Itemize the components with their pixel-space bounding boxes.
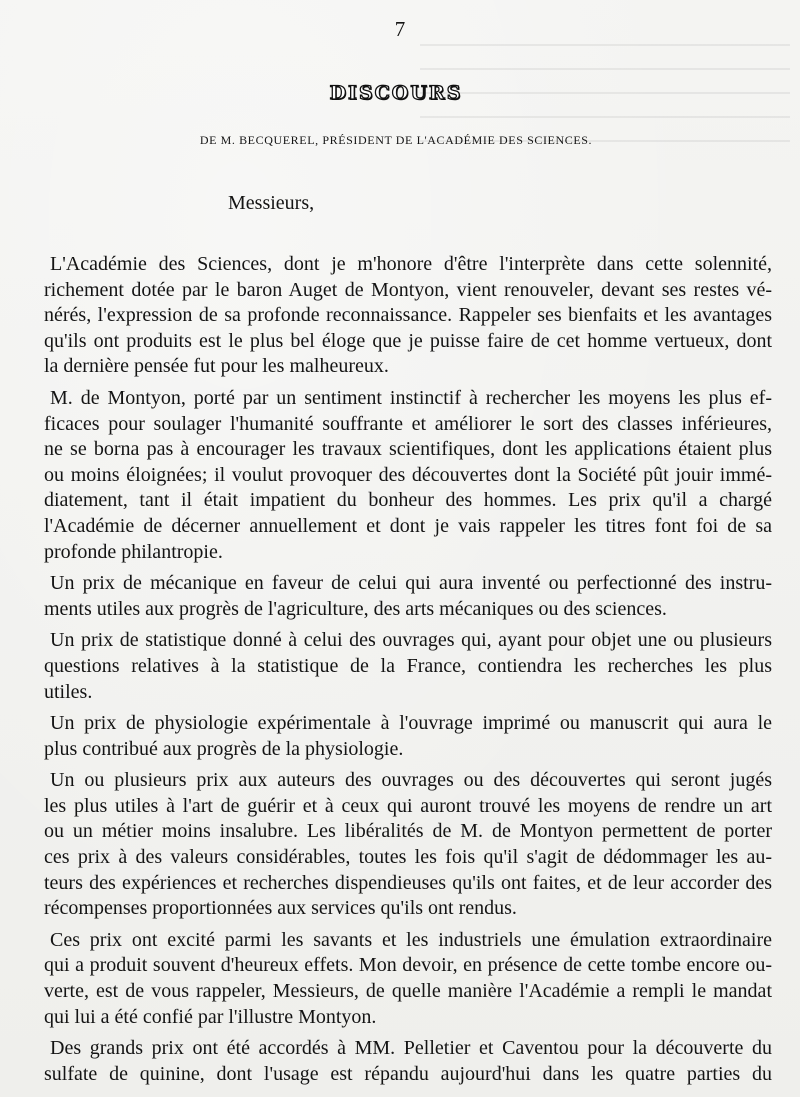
text-line: M. de Montyon, porté par un sentiment instinctif à rechercher les moyens les plus ef- [50,386,772,409]
text-line: Un prix de statistique donné à celui des ouvrages qui, ayant pour objet une ou plusieurs [50,629,772,652]
page-title: DISCOURS [329,82,463,104]
text-line: plus contribué aux progrès de la physiologie. [44,737,404,760]
text-line: ments utiles aux progrès de l'agriculture, des arts mécaniques ou des sciences. [44,597,667,620]
text-line: nérés, l'expression de sa profonde reconnaissance. Rappeler ses bienfaits et les avantages [44,304,772,327]
text-line: qui a produit souvent d'heureux effets. Mon devoir, en présence de cette tombe encore ou- [44,954,772,977]
paragraph [44,768,772,922]
text-line: ficaces pour soulager l'humanité souffrante et améliorer le sort des classes inférieures, [44,412,772,435]
text-line: récompenses proportionnées aux services qu'ils ont rendus. [44,897,517,920]
text-line: utiles. [44,680,93,703]
text-line: profonde philantropie. [44,540,223,563]
text-line: Ces prix ont excité parmi les savants et les industriels une émulation extraordinaire [50,928,772,951]
paragraph [44,571,772,622]
paragraph [44,386,772,565]
text-line: sulfate de quinine, dont l'usage est répandu aujourd'hui dans les quatre parties du [44,1062,772,1085]
paragraph [44,928,772,1030]
text-line: Un ou plusieurs prix aux auteurs des ouvrages ou des découvertes qui seront jugés [50,769,772,792]
text-line: les plus utiles à l'art de guérir et à ceux qui auront trouvé les moyens de rendre un art [44,794,772,817]
text-line: richement dotée par le baron Auget de Montyon, vient renouveler, devant ses restes vé- [44,278,772,301]
text-line: ces prix à des valeurs considérables, toutes les fois qu'il s'agit de dédommager les au- [44,846,772,869]
paragraph [44,711,772,762]
text-line: L'Académie des Sciences, dont je m'honore d'être l'interprète dans cette solennité, [50,253,772,275]
text-line: ou un métier moins insalubre. Les libéralités de M. de Montyon permettent de porter [44,820,772,843]
text-line: teurs des expériences et recherches dispendieuses qu'ils ont faites, et de leur accorder des [44,871,772,894]
text-line: questions relatives à la statistique de la France, contiendra les recherches les plus [44,654,772,677]
text-line: ou moins éloignées; il voulut provoquer des découvertes dont la Société pût jouir immé- [44,463,772,486]
text-line: l'Académie de décerner annuellement et dont je vais rappeler les titres font foi de sa [44,514,772,537]
text-line: la dernière pensée fut pour les malheureux. [44,355,389,378]
text-line: verte, est de vous rappeler, Messieurs, de quelle manière l'Académie a rempli le mandat [44,980,772,1003]
paragraph [44,252,772,380]
body-text [44,252,772,1087]
text-line: Des grands prix ont été accordés à MM. Pelletier et Caventou pour la découverte du [50,1037,772,1060]
salutation: Messieurs, [228,192,315,214]
paragraph [44,628,772,705]
paragraph [44,1036,772,1087]
text-line: qu'ils ont produits est le plus bel éloge que je puisse faire de cet homme vertueux, dont [44,329,772,352]
page-subtitle: DE M. BECQUEREL, PRÉSIDENT DE L'ACADÉMIE DES SCIENCES. [199,133,593,147]
text-line: ne se borna pas à encourager les travaux scientifiques, dont les applications étaient plus [44,438,772,461]
text-line: qui lui a été confié par l'illustre Montyon. [44,1005,377,1028]
text-line: Un prix de mécanique en faveur de celui qui aura inventé ou perfectionné des instru- [50,572,772,595]
page-number: 7 [394,17,406,41]
text-line: diatement, tant il était impatient du bonheur des hommes. Les prix qu'il a chargé [44,489,772,512]
text-line: Un prix de physiologie expérimentale à l'ouvrage imprimé ou manuscrit qui aura le [50,712,772,735]
